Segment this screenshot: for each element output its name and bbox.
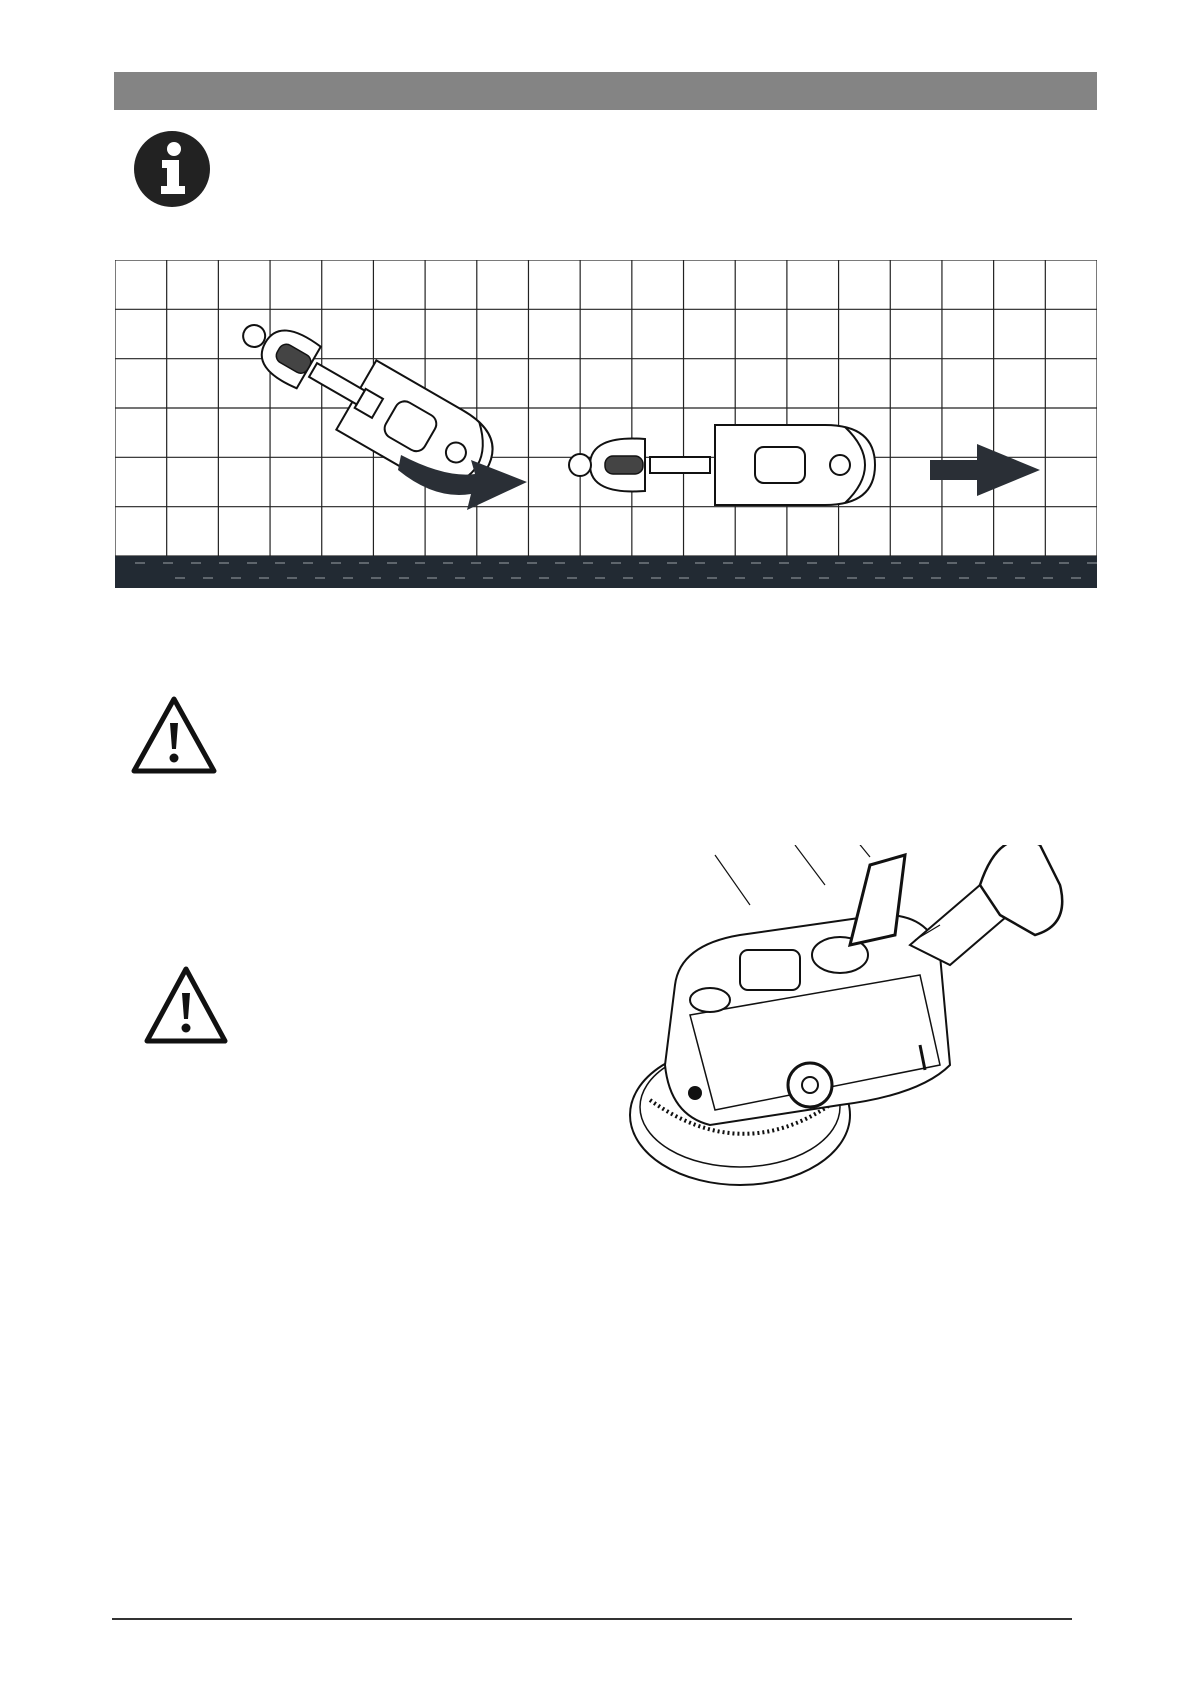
callout-line bbox=[795, 845, 825, 885]
floor-strip bbox=[115, 556, 1097, 588]
maneuver-diagram bbox=[115, 260, 1097, 588]
warning-triangle-icon bbox=[143, 965, 229, 1045]
scrubber-top-view-straight bbox=[569, 425, 875, 505]
callout-line bbox=[715, 855, 750, 905]
section-header-bar bbox=[114, 72, 1097, 110]
scrubber-top-view-angled bbox=[225, 296, 507, 505]
warning-triangle-icon bbox=[130, 695, 218, 775]
floor-grid bbox=[115, 260, 1097, 556]
callout-line bbox=[848, 845, 870, 857]
scrubber-dryer-illustration bbox=[620, 845, 1140, 1205]
info-icon bbox=[133, 130, 211, 208]
footer-rule bbox=[112, 1618, 1072, 1620]
straight-arrow bbox=[930, 444, 1040, 496]
